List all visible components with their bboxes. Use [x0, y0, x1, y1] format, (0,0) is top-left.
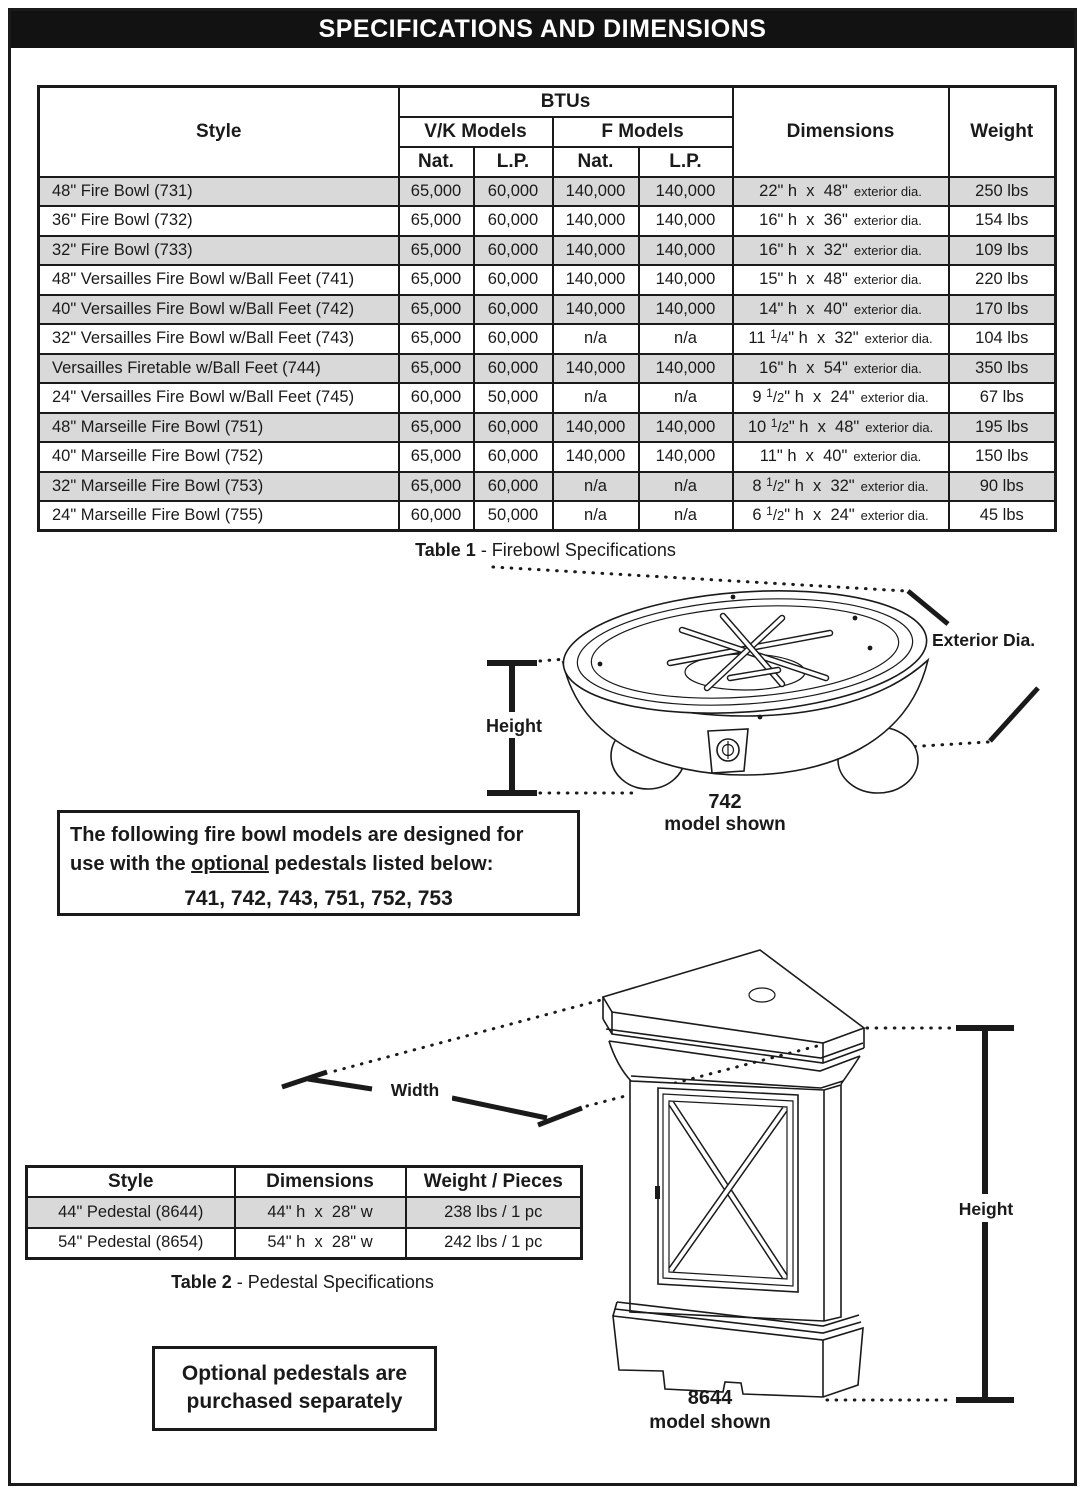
table1-body — [39, 177, 1056, 531]
vk-lp-cell: 60,000 — [474, 177, 553, 207]
style-cell: 32" Fire Bowl (733) — [39, 236, 399, 266]
vk-lp-cell: 60,000 — [474, 324, 553, 354]
f-lp-cell: 140,000 — [639, 236, 733, 266]
vk-lp-cell: 50,000 — [474, 383, 553, 413]
dimensions-cell: 22" h x 48" exterior dia. — [733, 177, 949, 207]
model-caption: model shown — [649, 1412, 771, 1433]
note-line-1: The following fire bowl models are designed for — [70, 824, 524, 846]
vk-lp-cell: 60,000 — [474, 472, 553, 502]
style-cell: 40" Marseille Fire Bowl (752) — [39, 442, 399, 472]
table-row — [39, 413, 1056, 443]
weight-cell: 45 lbs — [949, 501, 1056, 531]
vk-nat-cell: 60,000 — [399, 383, 474, 413]
table-row — [39, 177, 1056, 207]
col-header-f-nat: Nat. — [553, 147, 639, 177]
table2-caption: Table 2 - Pedestal Specifications — [171, 1272, 434, 1292]
vk-nat-cell: 65,000 — [399, 413, 474, 443]
note-line-2: purchased separately — [186, 1390, 403, 1413]
dimensions-cell: 10 $^1$/2" h x 48" exterior dia. — [733, 413, 949, 443]
f-nat-cell: 140,000 — [553, 236, 639, 266]
f-nat-cell: 140,000 — [553, 265, 639, 295]
col-header-vk-nat: Nat. — [399, 147, 474, 177]
vk-lp-cell: 60,000 — [474, 236, 553, 266]
col-header-dimensions: Dimensions — [733, 87, 949, 177]
height-label: Height — [958, 1199, 1014, 1219]
purchase-note — [152, 1346, 437, 1431]
table-row — [39, 472, 1056, 502]
f-lp-cell: n/a — [639, 324, 733, 354]
f-lp-cell: n/a — [639, 472, 733, 502]
style-cell: 48" Marseille Fire Bowl (751) — [39, 413, 399, 443]
table2-body — [27, 1197, 582, 1259]
optional-underlined: optional — [191, 853, 269, 875]
f-nat-cell: 140,000 — [553, 442, 639, 472]
f-lp-cell: 140,000 — [639, 442, 733, 472]
vk-nat-cell: 65,000 — [399, 206, 474, 236]
f-lp-cell: 140,000 — [639, 413, 733, 443]
style-cell: 54" Pedestal (8654) — [27, 1228, 235, 1259]
f-nat-cell: n/a — [553, 383, 639, 413]
col-header-dimensions: Dimensions — [235, 1167, 406, 1197]
style-cell: 44" Pedestal (8644) — [27, 1197, 235, 1228]
dimensions-cell: 16" h x 54" exterior dia. — [733, 354, 949, 384]
vk-lp-cell: 60,000 — [474, 442, 553, 472]
f-nat-cell: 140,000 — [553, 206, 639, 236]
figure1-caption — [664, 791, 785, 835]
table-row — [39, 236, 1056, 266]
style-cell: Versailles Firetable w/Ball Feet (744) — [39, 354, 399, 384]
style-cell: 36" Fire Bowl (732) — [39, 206, 399, 236]
dimensions-cell: 44" h x 28" w — [235, 1197, 406, 1228]
model-number: 742 — [708, 791, 742, 813]
table-row — [39, 295, 1056, 325]
style-cell: 32" Marseille Fire Bowl (753) — [39, 472, 399, 502]
weight-cell: 170 lbs — [949, 295, 1056, 325]
table-row — [27, 1228, 582, 1259]
weight-cell: 220 lbs — [949, 265, 1056, 295]
f-lp-cell: 140,000 — [639, 295, 733, 325]
col-header-style: Style — [39, 87, 399, 177]
firebowl-spec-table — [37, 85, 1057, 532]
page-title: SPECIFICATIONS AND DIMENSIONS — [11, 11, 1074, 48]
dimensions-cell: 6 $^1$/2" h x 24" exterior dia. — [733, 501, 949, 531]
f-lp-cell: 140,000 — [639, 206, 733, 236]
dimensions-cell: 16" h x 32" exterior dia. — [733, 236, 949, 266]
weight-cell: 238 lbs / 1 pc — [406, 1197, 582, 1228]
vk-nat-cell: 65,000 — [399, 354, 474, 384]
table-row — [39, 324, 1056, 354]
vk-lp-cell: 60,000 — [474, 206, 553, 236]
vk-nat-cell: 65,000 — [399, 472, 474, 502]
compatible-model-list: 741, 742, 743, 751, 752, 753 — [184, 887, 453, 910]
base-block — [613, 1316, 863, 1397]
col-header-weight-pieces: Weight / Pieces — [406, 1167, 582, 1197]
width-label: Width — [390, 1080, 440, 1100]
table-row — [39, 206, 1056, 236]
table1-header — [39, 87, 1056, 177]
dimensions-cell: 8 $^1$/2" h x 32" exterior dia. — [733, 472, 949, 502]
style-cell: 32" Versailles Fire Bowl w/Ball Feet (743) — [39, 324, 399, 354]
weight-cell: 67 lbs — [949, 383, 1056, 413]
style-cell: 48" Fire Bowl (731) — [39, 177, 399, 207]
col-header-btus: BTUs — [399, 87, 733, 117]
weight-cell: 195 lbs — [949, 413, 1056, 443]
vk-nat-cell: 65,000 — [399, 324, 474, 354]
vk-nat-cell: 65,000 — [399, 236, 474, 266]
col-header-weight: Weight — [949, 87, 1056, 177]
col-header-style: Style — [27, 1167, 235, 1197]
table-row — [39, 442, 1056, 472]
style-cell: 40" Versailles Fire Bowl w/Ball Feet (742) — [39, 295, 399, 325]
f-nat-cell: n/a — [553, 324, 639, 354]
style-cell: 48" Versailles Fire Bowl w/Ball Feet (741) — [39, 265, 399, 295]
cap-top-face — [603, 950, 864, 1043]
f-lp-cell: n/a — [639, 383, 733, 413]
door-latch — [655, 1186, 660, 1199]
style-cell: 24" Marseille Fire Bowl (755) — [39, 501, 399, 531]
model-caption: model shown — [664, 814, 786, 835]
vk-lp-cell: 60,000 — [474, 354, 553, 384]
note-line-2: use with the optional pedestals listed below: — [70, 853, 494, 875]
firebowl-art — [559, 579, 930, 793]
dimensions-cell: 11 $^1$/4" h x 32" exterior dia. — [733, 324, 949, 354]
dimensions-cell: 54" h x 28" w — [235, 1228, 406, 1259]
col-header-f-models: F Models — [553, 117, 733, 147]
f-nat-cell: 140,000 — [553, 295, 639, 325]
f-nat-cell: 140,000 — [553, 413, 639, 443]
firebowl-drawing — [430, 560, 1080, 850]
col-header-vk-models: V/K Models — [399, 117, 553, 147]
height-label: Height — [486, 716, 542, 736]
dimensions-cell: 9 $^1$/2" h x 24" exterior dia. — [733, 383, 949, 413]
vk-lp-cell: 50,000 — [474, 501, 553, 531]
vk-nat-cell: 65,000 — [399, 177, 474, 207]
pedestal-compatibility-note — [57, 810, 580, 916]
weight-cell: 90 lbs — [949, 472, 1056, 502]
weight-cell: 154 lbs — [949, 206, 1056, 236]
control-valve — [708, 729, 748, 773]
f-nat-cell: n/a — [553, 472, 639, 502]
weight-cell: 242 lbs / 1 pc — [406, 1228, 582, 1259]
weight-cell: 350 lbs — [949, 354, 1056, 384]
col-header-f-lp: L.P. — [639, 147, 733, 177]
model-number: 8644 — [687, 1387, 733, 1409]
note-line-1: Optional pedestals are — [181, 1362, 408, 1385]
col-header-vk-lp: L.P. — [474, 147, 553, 177]
f-lp-cell: n/a — [639, 501, 733, 531]
vk-lp-cell: 60,000 — [474, 265, 553, 295]
f-lp-cell: 140,000 — [639, 265, 733, 295]
f-nat-cell: 140,000 — [553, 354, 639, 384]
table-row — [27, 1197, 582, 1228]
vk-lp-cell: 60,000 — [474, 295, 553, 325]
f-lp-cell: 140,000 — [639, 177, 733, 207]
pedestal-art — [603, 950, 864, 1397]
style-cell: 24" Versailles Fire Bowl w/Ball Feet (745) — [39, 383, 399, 413]
table-row — [39, 383, 1056, 413]
weight-cell: 104 lbs — [949, 324, 1056, 354]
exterior-dia-label: Exterior Dia. — [932, 630, 1036, 650]
vk-nat-cell: 65,000 — [399, 295, 474, 325]
table-row — [39, 501, 1056, 531]
table-row — [39, 354, 1056, 384]
vk-nat-cell: 65,000 — [399, 442, 474, 472]
f-nat-cell: 140,000 — [553, 177, 639, 207]
vk-lp-cell: 60,000 — [474, 413, 553, 443]
vk-nat-cell: 65,000 — [399, 265, 474, 295]
weight-cell: 250 lbs — [949, 177, 1056, 207]
dimensions-cell: 11" h x 40" exterior dia. — [733, 442, 949, 472]
table1-caption: Table 1 - Firebowl Specifications — [415, 540, 676, 560]
dimensions-cell: 15" h x 48" exterior dia. — [733, 265, 949, 295]
table2-header — [27, 1167, 582, 1197]
weight-cell: 150 lbs — [949, 442, 1056, 472]
table-row — [39, 265, 1056, 295]
f-nat-cell: n/a — [553, 501, 639, 531]
x-panel — [655, 1088, 798, 1292]
f-lp-cell: 140,000 — [639, 354, 733, 384]
dimensions-cell: 16" h x 36" exterior dia. — [733, 206, 949, 236]
vk-nat-cell: 60,000 — [399, 501, 474, 531]
dimensions-cell: 14" h x 40" exterior dia. — [733, 295, 949, 325]
weight-cell: 109 lbs — [949, 236, 1056, 266]
pedestal-spec-table — [25, 1165, 583, 1260]
